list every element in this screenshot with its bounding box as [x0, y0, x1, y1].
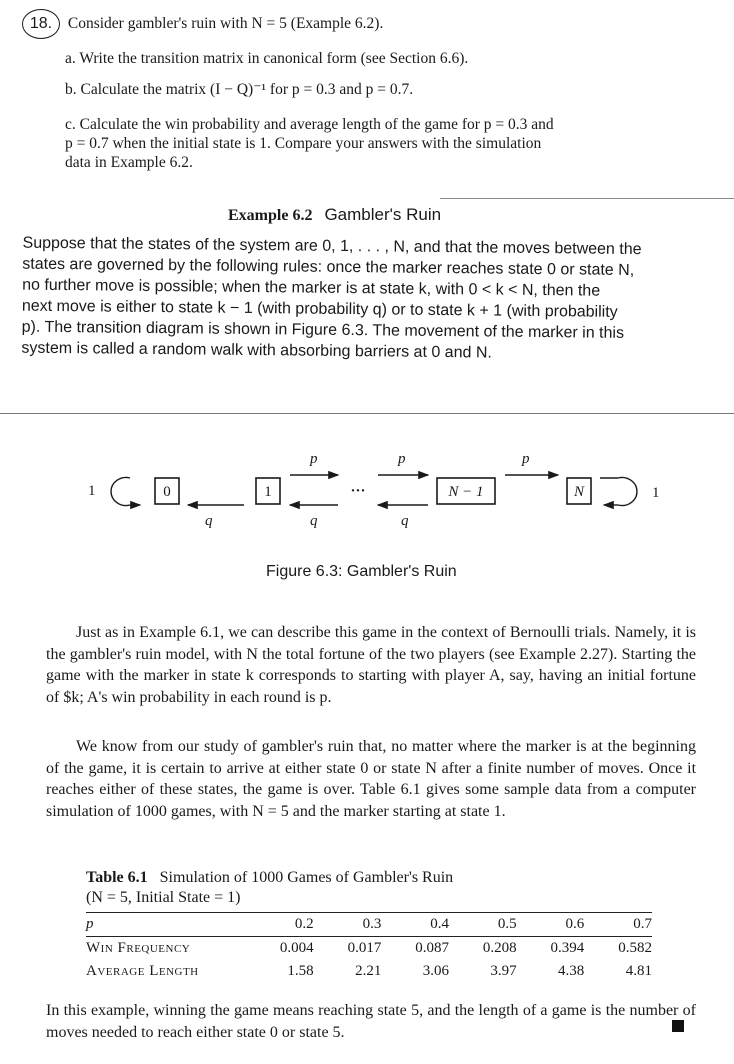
table-cell: 0.017: [347, 940, 382, 956]
example-line: Suppose that the states of the system are 0, 1, . . . , N, and that the moves between the: [22, 234, 642, 259]
paragraph-absorption: [46, 736, 696, 822]
example-line: no further move is possible; when the marker is at state k, with 0 < k < N, then the: [22, 276, 601, 300]
left-loop-prob: 1: [88, 483, 96, 499]
end-of-example-mark: [672, 1020, 684, 1032]
state-label-0: 0: [163, 484, 171, 500]
table-title: [86, 869, 453, 887]
exercise-number: 18.: [22, 9, 60, 39]
exercise-part-b: b. Calculate the matrix (I − Q)⁻¹ for p = 0.3 and p = 0.7.: [65, 81, 414, 98]
table-cell: 0.4: [381, 913, 449, 937]
exercise-header: [22, 9, 383, 39]
example-line: next move is either to state k − 1 (with probability q) or to state k + 1 (with probability: [21, 297, 618, 321]
row-label-p: p: [86, 913, 246, 937]
state-label-1: 1: [264, 484, 272, 500]
left-loop-arc: [111, 478, 130, 506]
table-row: [86, 937, 652, 961]
q-label-3: q: [401, 513, 409, 529]
paragraph-closing: [46, 1000, 696, 1043]
paragraph-line: the number of moves needed to reach either state 0 or state 5.: [46, 1002, 696, 1041]
table-row: [86, 960, 652, 983]
state-label-n: N: [573, 484, 585, 500]
table-cell: 1.58: [287, 963, 314, 979]
table-cell: 0.7: [584, 913, 652, 937]
p-label-2: p: [398, 451, 406, 467]
exercise-part-a: a. Write the transition matrix in canonical form (see Section 6.6).: [65, 50, 469, 67]
example-line: system is called a random walk with absorbing barriers at 0 and N.: [21, 339, 492, 362]
row-label-win-frequency: Win Frequency: [86, 940, 191, 956]
table-title-text: Simulation of 1000 Games of Gambler's Ruin: [159, 869, 454, 886]
table-cell: 0.2: [246, 913, 314, 937]
paragraph-line: We know from our study of gambler's ruin that, no matter where the marker is at: [76, 738, 603, 755]
example-line: p). The transition diagram is shown in Figure 6.3. The movement of the marker in this: [21, 318, 625, 342]
exercise-part-c-line3: data in Example 6.2.: [65, 154, 193, 171]
table-cell: 0.5: [449, 913, 517, 937]
paragraph-bernoulli: [46, 622, 696, 708]
p-label-1: p: [310, 451, 318, 467]
paragraph-line: the beginning of the game, it is certain to arrive at either state 0 or state N after a finite: [46, 738, 696, 777]
paragraph-line: is p.: [304, 688, 332, 706]
table-cell: 3.06: [422, 963, 449, 979]
table-cell: 4.81: [625, 963, 652, 979]
table-cell: 4.38: [558, 963, 585, 979]
ellipsis-dots: ···: [350, 483, 366, 499]
example-body: [21, 233, 674, 366]
row-label-average-length: Average Length: [86, 963, 199, 979]
exercise-part-c-line2: p = 0.7 when the initial state is 1. Compare your answers with the simulation: [65, 135, 542, 152]
state-label-n-minus-1: N − 1: [448, 484, 484, 500]
scan-rule-top: [440, 198, 734, 199]
example-title: Gambler's Ruin: [324, 205, 442, 224]
example-heading: [228, 205, 441, 225]
right-loop-prob: 1: [652, 485, 660, 501]
paragraph-line: In this example, winning the game means reaching state 5, and the length of a game is: [46, 1002, 602, 1019]
p-label-3: p: [522, 451, 530, 467]
table-cell: 0.394: [550, 940, 585, 956]
exercise-intro: Consider gambler's ruin with N = 5 (Example 6.2).: [67, 15, 384, 32]
table-cell: 0.004: [279, 940, 314, 956]
example-line: states are governed by the following rules: once the marker reaches state 0 or state N,: [22, 255, 635, 279]
table-cell: 0.087: [415, 940, 449, 956]
table-cell: 0.208: [482, 940, 517, 956]
paragraph-line: with player A, say, having an initial fortune of $k; A's win probability in each round: [46, 667, 697, 706]
paragraph-line: the marker starting at state 1.: [319, 802, 506, 820]
table-label: Table 6.1: [86, 869, 148, 886]
table-cell: 0.582: [618, 940, 652, 956]
q-label-1: q: [205, 513, 213, 529]
q-label-2: q: [310, 513, 318, 529]
paragraph-line: gives some sample data from a computer simulation of 1000 games, with N = 5 and: [46, 781, 697, 820]
table-cell: 0.6: [517, 913, 585, 937]
scan-rule-mid: [0, 413, 734, 414]
table-cell: 3.97: [490, 963, 517, 979]
paragraph-line: Example 2.27). Starting the game with the marker in state k corresponds to starting: [46, 645, 696, 684]
paragraph-line: Namely, it is the gambler's ruin model, with N the total fortune of the two players (see: [46, 624, 697, 663]
table-cell: 0.3: [314, 913, 382, 937]
transition-diagram: [0, 445, 734, 535]
table-subtitle: (N = 5, Initial State = 1): [86, 889, 241, 906]
paragraph-line: Just as in Example 6.1, we can describe this game in the context of Bernoulli trials.: [76, 624, 611, 641]
simulation-table: [86, 912, 652, 983]
right-loop-arc: [618, 478, 637, 506]
exercise-part-c-line1: c. Calculate the win probability and average length of the game for p = 0.3 and: [65, 116, 554, 133]
example-label: Example 6.2: [228, 207, 313, 224]
table-row: [86, 913, 652, 937]
figure-caption: Figure 6.3: Gambler's Ruin: [266, 563, 457, 580]
paragraph-line: number of moves. Once it reaches either of these states, the game is over. Table 6.1: [46, 759, 697, 798]
table-cell: 2.21: [355, 963, 382, 979]
